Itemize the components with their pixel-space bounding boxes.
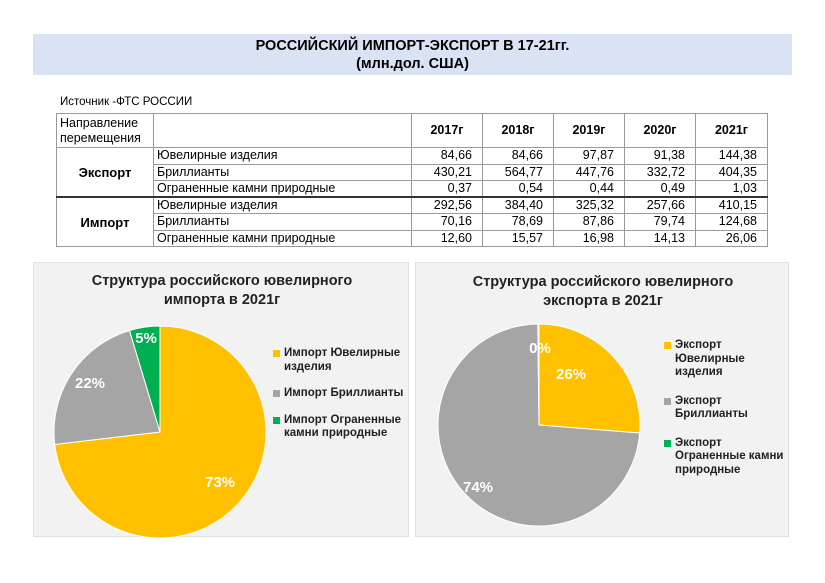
cell-value: 12,60 — [412, 230, 483, 247]
cell-value: 410,15 — [696, 197, 768, 214]
table-row — [57, 148, 768, 165]
legend-label: Экспорт Ювелирные изделия — [675, 339, 745, 378]
cell-value: 14,13 — [625, 230, 696, 247]
legend-swatch-jewelry — [273, 350, 280, 357]
row-label: Бриллианты — [154, 164, 412, 181]
cell-value: 15,57 — [483, 230, 554, 247]
year-header: 2021г — [696, 114, 768, 148]
legend-label: Экспорт Ограненные камни природные — [675, 436, 784, 476]
cell-value: 78,69 — [483, 214, 554, 231]
cell-value: 0,37 — [412, 181, 483, 198]
row-label: Ювелирные изделия — [154, 148, 412, 165]
cell-value: 26,06 — [696, 230, 768, 247]
export-legend — [664, 339, 788, 490]
legend-swatch-stones — [664, 440, 671, 447]
cell-value: 564,77 — [483, 164, 554, 181]
import-chart-title-line-2: импорта в 2021г — [163, 291, 281, 308]
empty-header-cell — [154, 114, 412, 148]
title-line-1: РОССИЙСКИЙ ИМПОРТ-ЭКСПОРТ В 17-21гг. — [255, 38, 570, 54]
cell-value: 430,21 — [412, 164, 483, 181]
legend-swatch-jewelry — [664, 342, 671, 349]
cell-value: 404,35 — [696, 164, 768, 181]
legend-item — [664, 395, 788, 422]
cell-value: 384,40 — [483, 197, 554, 214]
export-chart-title-line-2: экспорта в 2021г — [543, 292, 663, 309]
legend-label: Импорт Ограненные камни природные — [284, 413, 402, 439]
legend-item — [273, 387, 408, 401]
year-header: 2017г — [412, 114, 483, 148]
direction-header: Направление перемещения — [57, 114, 154, 148]
pie-data-label: 74% — [462, 479, 494, 496]
group-export: Экспорт — [57, 148, 154, 198]
row-label: Ювелирные изделия — [154, 197, 412, 214]
cell-value: 97,87 — [554, 148, 625, 165]
legend-swatch-diamonds — [273, 390, 280, 397]
cell-value: 84,66 — [483, 148, 554, 165]
cell-value: 0,44 — [554, 181, 625, 198]
import-pie-chart-panel — [33, 262, 409, 537]
cell-value: 332,72 — [625, 164, 696, 181]
pie-slice-jewelry — [539, 324, 640, 433]
cell-value: 91,38 — [625, 148, 696, 165]
table-row — [57, 181, 768, 198]
legend-label: Импорт Ювелирные изделия — [284, 347, 401, 373]
cell-value: 447,76 — [554, 164, 625, 181]
table-row — [57, 214, 768, 231]
cell-value: 79,74 — [625, 214, 696, 231]
row-label: Бриллианты — [154, 214, 412, 231]
row-label: Ограненные камни природные — [154, 181, 412, 198]
source-note: Источник -ФТС РОССИИ — [60, 96, 193, 108]
legend-item — [273, 414, 408, 441]
cell-value: 325,32 — [554, 197, 625, 214]
pie-data-label: 22% — [74, 375, 106, 392]
year-header: 2018г — [483, 114, 554, 148]
legend-swatch-diamonds — [664, 398, 671, 405]
cell-value: 0,49 — [625, 181, 696, 198]
report-title — [33, 34, 792, 75]
pie-data-label: 0% — [529, 340, 551, 357]
legend-item — [664, 339, 788, 380]
cell-value: 0,54 — [483, 181, 554, 198]
export-chart-title-line-1: Структура российского ювелирного — [472, 274, 734, 290]
export-pie-chart-panel — [415, 262, 789, 537]
row-label: Ограненные камни природные — [154, 230, 412, 247]
year-header: 2020г — [625, 114, 696, 148]
legend-label: Экспорт Бриллианты — [675, 394, 748, 420]
year-header: 2019г — [554, 114, 625, 148]
cell-value: 87,86 — [554, 214, 625, 231]
pie-data-label: 73% — [204, 474, 236, 491]
title-line-2: (млн.дол. США) — [356, 56, 469, 72]
table-row — [57, 197, 768, 214]
cell-value: 84,66 — [412, 148, 483, 165]
cell-value: 1,03 — [696, 181, 768, 198]
pie-data-label: 5% — [135, 330, 157, 347]
cell-value: 124,68 — [696, 214, 768, 231]
legend-item — [273, 347, 408, 374]
cell-value: 292,56 — [412, 197, 483, 214]
pie-data-label: 26% — [555, 366, 587, 383]
cell-value: 16,98 — [554, 230, 625, 247]
legend-label: Импорт Бриллианты — [284, 387, 404, 399]
import-legend — [273, 347, 408, 454]
legend-swatch-stones — [273, 417, 280, 424]
group-import: Импорт — [57, 197, 154, 247]
table-header-row — [57, 114, 768, 148]
import-export-table — [56, 113, 768, 247]
cell-value: 144,38 — [696, 148, 768, 165]
table-row — [57, 164, 768, 181]
legend-item — [664, 437, 788, 478]
cell-value: 70,16 — [412, 214, 483, 231]
table-row — [57, 230, 768, 247]
cell-value: 257,66 — [625, 197, 696, 214]
import-chart-title-line-1: Структура российского ювелирного — [91, 273, 353, 289]
